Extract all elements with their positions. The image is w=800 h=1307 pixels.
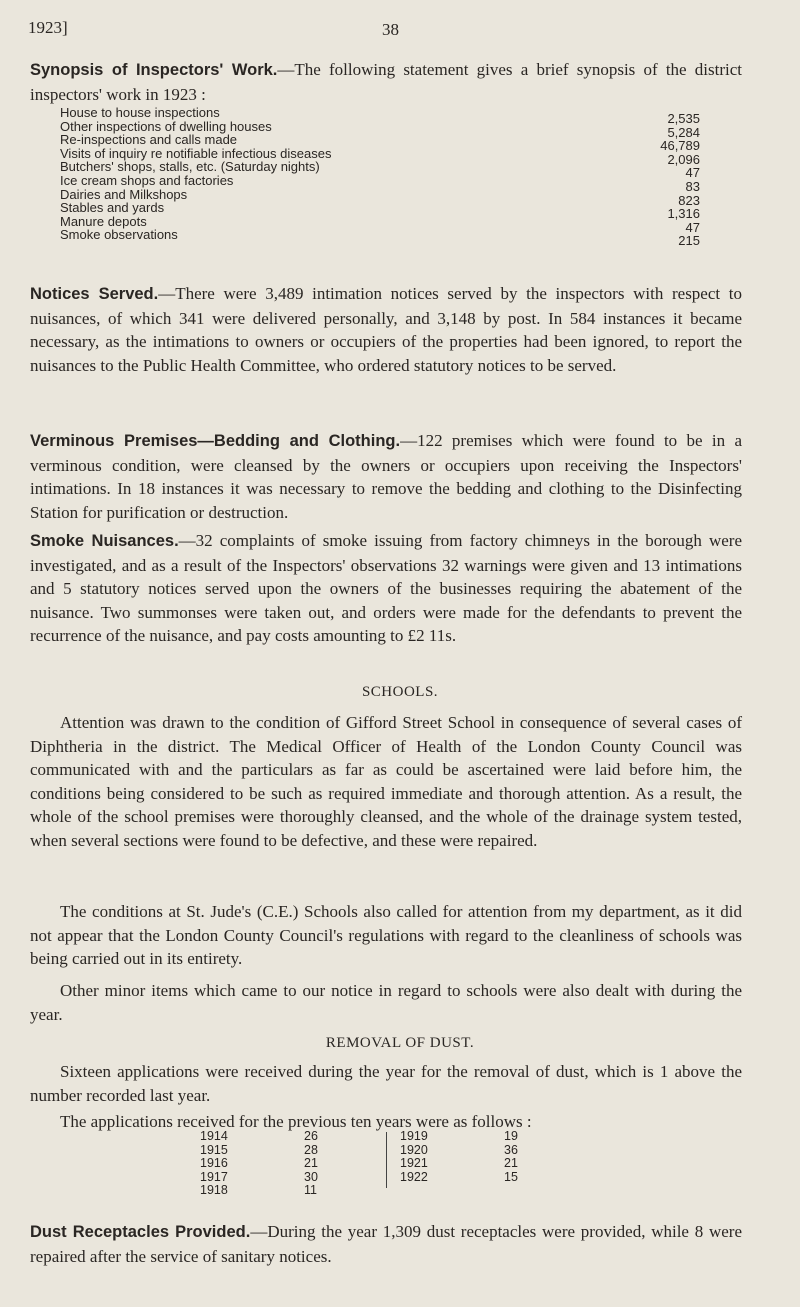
dust-year: 1917	[200, 1169, 228, 1184]
dust-count: 15	[504, 1169, 518, 1184]
smoke-text: —32 complaints of smoke issuing from factory chimneys in the borough were investigated, and as a result of the Inspectors' observations 32 warnings were given and 13 intimations and 5 statutory notices served upon the owners of the businesses requiring the abatement of the nuisance. Two summonses were taken out, and orders were made for the defendants to prevent the recurrence of the nuisance, and pay costs amounting to £2 11s.	[30, 531, 742, 645]
inspection-value: 2,096	[667, 151, 700, 167]
smoke-heading: Smoke Nuisances.	[30, 532, 179, 550]
dust-table-left-column	[200, 1130, 380, 1198]
inspection-label: Visits of inquiry re notifiable infectious diseases	[60, 145, 332, 161]
dust-year: 1915	[200, 1142, 228, 1157]
inspection-label: Ice cream shops and factories	[60, 172, 234, 188]
dust-table-divider	[386, 1132, 387, 1188]
dust-table-row	[400, 1157, 580, 1171]
dust-table-row	[200, 1171, 380, 1185]
inspection-label: House to house inspections	[60, 105, 220, 120]
dust-table-row	[200, 1157, 380, 1171]
dust-count: 19	[504, 1129, 518, 1143]
inspection-label: Re-inspections and calls made	[60, 132, 238, 148]
dust-count: 21	[304, 1156, 318, 1171]
receptacles-heading: Dust Receptacles Provided.	[30, 1223, 251, 1241]
inspection-label: Other inspections of dwelling houses	[60, 118, 272, 134]
dust-removal-paragraph: Sixteen applications were received during the year for the removal of dust, which is 1 above the number recorded last year.	[30, 1062, 742, 1105]
dust-year: 1918	[200, 1183, 228, 1198]
synopsis-heading: Synopsis of Inspectors' Work.	[30, 61, 278, 79]
inspection-label: Manure depots	[60, 213, 147, 229]
dust-table-row	[400, 1130, 580, 1144]
inspection-value: 47	[685, 165, 700, 181]
dust-year: 1920	[400, 1142, 428, 1157]
dust-count: 30	[304, 1169, 318, 1184]
notices-heading: Notices Served.	[30, 285, 159, 303]
inspection-label: Smoke observations	[60, 227, 178, 243]
dust-count: 36	[504, 1142, 518, 1157]
dust-year: 1914	[200, 1129, 228, 1143]
verminous-text: —122 premises which were found to be in a verminous condition, were cleansed by the owners or occupiers upon receiving the Inspectors' intimations. In 18 instances it was necessary to remove the bedding and clothing to the Disinfecting Station for purification or destruction.	[30, 431, 742, 522]
dust-year: 1921	[400, 1156, 428, 1171]
smoke-paragraph	[30, 529, 742, 648]
inspection-value: 47	[685, 219, 700, 235]
synopsis-text: —The following statement gives a brief synopsis of the district inspectors' work in 1923 :	[30, 60, 742, 104]
verminous-heading: Verminous Premises—Bedding and Clothing.	[30, 432, 401, 450]
notices-paragraph	[30, 282, 742, 377]
schools-paragraph-2: The conditions at St. Jude's (C.E.) Schools also called for attention from my department, as it did not appear that the London County Council's regulations with regard to the cleanliness of schools was being carried out in its entirety.	[30, 902, 742, 968]
inspection-value: 2,535	[667, 111, 700, 126]
inspection-label: Dairies and Milkshops	[60, 186, 188, 202]
schools-heading: SCHOOLS.	[361, 684, 439, 700]
dust-table-row	[400, 1144, 580, 1158]
inspection-value: 83	[685, 178, 700, 194]
verminous-paragraph	[30, 429, 742, 524]
dust-table-row	[200, 1130, 380, 1144]
dust-table-row	[200, 1184, 380, 1198]
dust-removal-heading: REMOVAL OF DUST.	[325, 1035, 475, 1051]
schools-paragraph-3: Other minor items which came to our notice in regard to schools were also dealt with during the year.	[30, 981, 742, 1024]
header-year: 1923]	[28, 18, 68, 37]
page-number: 38	[382, 20, 399, 39]
dust-year: 1919	[400, 1129, 428, 1143]
dust-previous-years-intro: The applications received for the previous ten years were as follows :	[60, 1112, 532, 1131]
notices-text: —There were 3,489 intimation notices served by the inspectors with respect to nuisances, of which 341 were delivered personally, and 3,148 by post. In 584 instances it became necessary, as the intimations to owners or occupiers of the properties had been ignored, to report the nuisances to the Public Health Committee, who ordered statutory notices to be served.	[30, 284, 742, 375]
dust-year: 1922	[400, 1169, 428, 1184]
inspection-label: Stables and yards	[60, 200, 165, 216]
receptacles-paragraph	[30, 1220, 742, 1268]
dust-count: 21	[504, 1156, 518, 1171]
dust-count: 28	[304, 1142, 318, 1157]
inspection-value: 215	[678, 233, 700, 249]
inspection-value: 1,316	[667, 206, 700, 222]
inspection-value: 46,789	[660, 138, 700, 154]
inspection-value: 823	[678, 192, 700, 208]
inspection-value: 5,284	[667, 124, 700, 140]
schools-paragraph-1: Attention was drawn to the condition of Gifford Street School in consequence of several cases of Diphtheria in the district. The Medical Officer of Health of the London County Council was communicated with and the particulars as far as could be ascertained were laid before him, the conditions being considered to be such as required immediate and thorough attention. As a result, the whole of the school premises were thoroughly cleansed, and the whole of the drainage system tested, when several sections were found to be defective, and these were repaired.	[30, 713, 742, 850]
dust-year: 1916	[200, 1156, 228, 1171]
synopsis-intro	[30, 58, 742, 106]
dust-count: 11	[304, 1183, 317, 1198]
dust-count: 26	[304, 1129, 318, 1143]
dust-table-row	[200, 1144, 380, 1158]
inspections-table	[60, 105, 700, 249]
dust-table-row	[400, 1171, 580, 1185]
receptacles-text: —During the year 1,309 dust receptacles were provided, while 8 were repaired after the service of sanitary notices.	[30, 1222, 742, 1266]
inspection-label: Butchers' shops, stalls, etc. (Saturday nights)	[60, 159, 320, 175]
dust-table-right-column	[400, 1130, 580, 1184]
